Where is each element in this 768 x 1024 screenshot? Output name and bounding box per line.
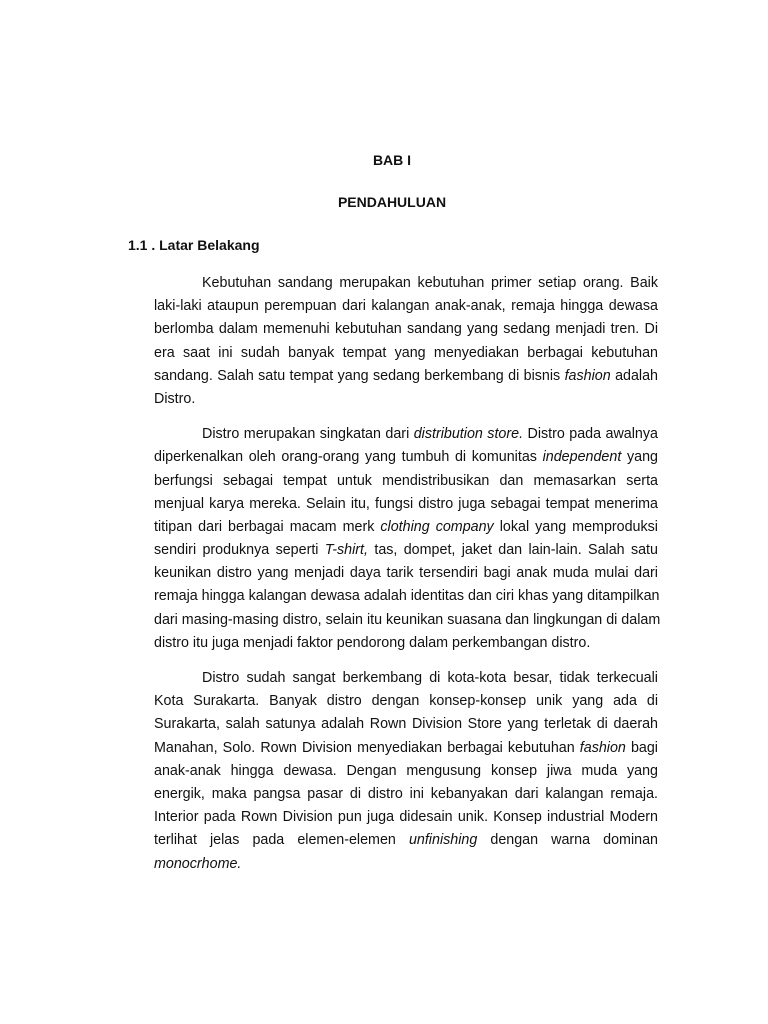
paragraph-line [154,690,658,713]
paragraph-line [154,737,658,760]
paragraph-line [154,632,658,655]
paragraph-line [154,272,658,295]
text-run: Interior pada Rown Division pun juga didesain unik. Konsep industrial Modern [154,809,658,826]
paragraph-line [154,446,658,469]
text-run: distro itu juga menjadi faktor pendorong dalam perkembangan distro. [154,634,591,651]
text-run: Distro sudah sangat berkembang di kota-kota besar, tidak terkecuali [202,670,658,686]
text-run: keunikan distro yang menjadi daya tarik tersendiri bagi anak muda mulai dari [154,565,658,582]
paragraph-line [154,760,658,783]
italic-term: distribution store. [413,426,524,443]
text-run: berlomba dalam memenuhi kebutuhan sandang yang sedang menjadi tren. Di [154,321,658,338]
text-run: era saat ini sudah banyak tempat yang menyediakan berbagai kebutuhan [154,344,658,361]
paragraph-line [154,713,658,736]
section-heading: 1.1 . Latar Belakang [128,237,260,253]
text-run: tas, dompet, jaket dan lain-lain. Salah satu [368,542,658,559]
paragraph-line [154,318,658,341]
paragraph-line [154,342,658,365]
paragraph-line [154,562,658,585]
text-run: Distro pada awalnya [523,426,658,443]
text-run: sendiri produknya seperti [154,542,325,559]
paragraph [154,272,658,411]
text-run: berfungsi sebagai tempat untuk mendistribusikan dan memasarkan serta [154,472,658,489]
text-run: Surakarta, salah satunya adalah Rown Division Store yang terletak di daerah [154,716,658,733]
text-run: Kota Surakarta. Banyak distro dengan konsep-konsep unik yang ada di [154,693,658,710]
italic-term: T-shirt, [324,542,368,559]
paragraph-line [154,829,658,852]
paragraph-line [154,516,658,539]
paragraph-line [154,295,658,318]
text-run: Kebutuhan sandang merupakan kebutuhan primer setiap orang. Baik [202,275,658,291]
chapter-title: PENDAHULUAN [337,194,447,210]
text-run: diperkenalkan oleh orang-orang yang tumbuh di komunitas [154,449,543,466]
text-run: Distro. [154,390,196,407]
paragraph-line [154,667,658,690]
text-run: titipan dari berbagai macam merk [154,518,381,535]
text-run: Distro merupakan singkatan dari [202,426,414,443]
paragraph-line [154,585,658,608]
paragraph [154,667,658,876]
italic-term: monocrhome. [154,855,242,872]
italic-term: fashion [579,739,626,756]
text-run: menjual karya mereka. Selain itu, fungsi distro juga sebagai tempat menerima [154,495,658,512]
text-run: bagi [625,739,658,756]
paragraph-line [154,783,658,806]
text-run: energik, maka pangsa pasar di distro ini kebanyakan dari kalangan remaja. [154,785,658,802]
paragraph-line [154,539,658,562]
italic-term: clothing company [380,518,494,535]
paragraph-line [154,388,658,411]
text-run: laki-laki ataupun perempuan dari kalangan anak-anak, remaja hingga dewasa [154,298,658,315]
text-run: dari masing-masing distro, selain itu keunikan suasana dan lingkungan di dalam [154,611,661,628]
paragraph [154,423,661,655]
text-run: Manahan, Solo. Rown Division menyediakan berbagai kebutuhan [154,739,580,756]
text-run: lokal yang memproduksi [493,518,658,535]
paragraph-line [154,470,658,493]
text-run: sandang. Salah satu tempat yang sedang berkembang di bisnis [154,367,565,384]
text-run: remaja hingga kalangan dewasa adalah identitas dan ciri khas yang ditampilkan [154,588,660,605]
paragraph-line [154,806,658,829]
paragraph-line [154,423,658,446]
body-text [154,272,661,888]
italic-term: independent [542,449,622,466]
paragraph-line [154,365,658,388]
text-run: adalah [610,367,658,384]
paragraph-line [154,609,661,632]
italic-term: fashion [564,367,611,384]
text-run: anak-anak hingga dewasa. Dengan mengusung konsep jiwa muda yang [154,762,658,779]
text-run: yang [621,449,658,466]
paragraph-line [154,493,658,516]
chapter-number: BAB I [372,152,412,168]
paragraph-line [154,853,658,876]
text-run: terlihat jelas pada elemen-elemen [154,832,409,849]
italic-term: unfinishing [408,832,478,849]
text-run: dengan warna dominan [477,832,658,849]
